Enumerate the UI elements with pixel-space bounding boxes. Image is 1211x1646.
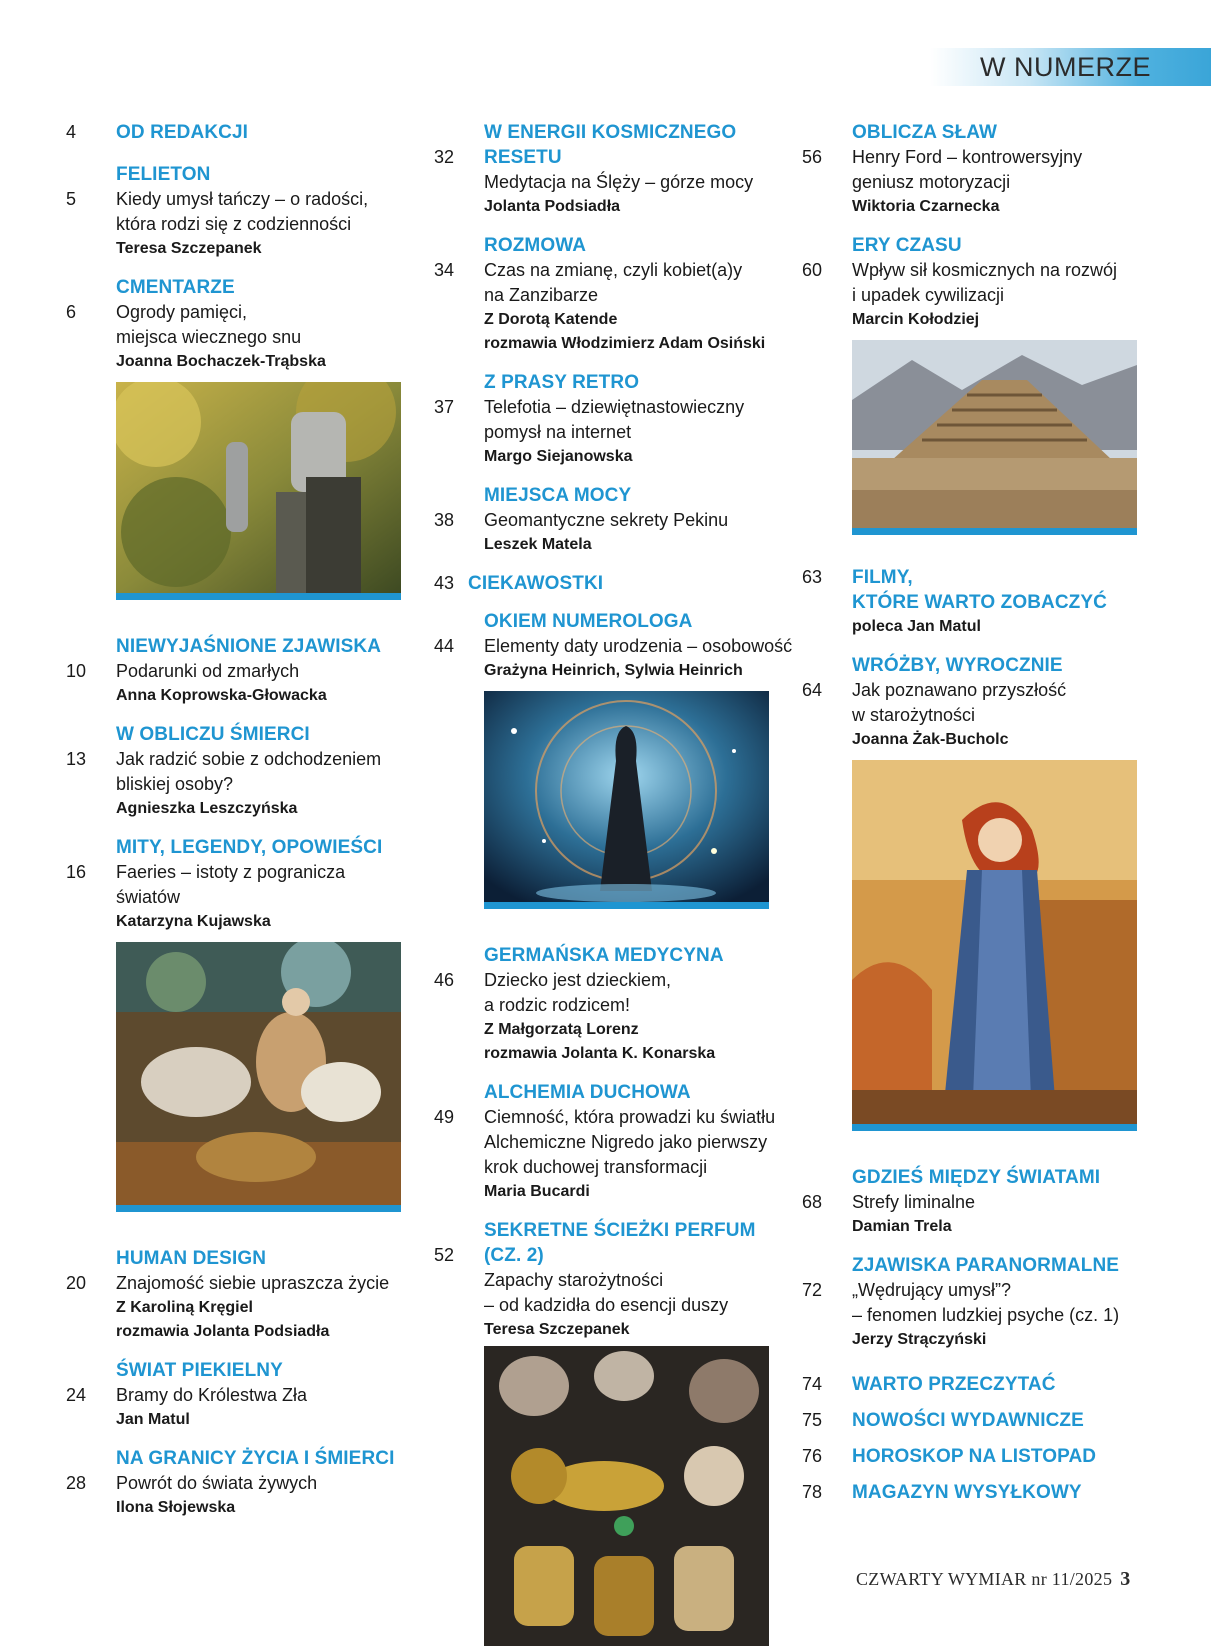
page-number: 76 [802,1446,823,1466]
magazine-issue: CZWARTY WYMIAR nr 11/2025 [856,1569,1113,1589]
toc-entry[interactable] [434,483,794,557]
article-author: rozmawia Włodzimierz Adam Osiński [484,335,766,352]
section-name: OKIEM NUMEROLOGA [484,611,693,632]
article-title: Czas na zmianę, czyli kobiet(a)y [484,260,743,280]
page-number: 60 [802,260,823,280]
article-author: Margo Siejanowska [484,448,633,465]
toc-entry[interactable] [802,1480,1162,1516]
article-title: Znajomość siebie upraszcza życie [116,1273,390,1293]
section-name: OBLICZA SŁAW [852,122,998,143]
article-author: Maria Bucardi [484,1183,590,1200]
page-number: 63 [802,567,823,587]
article-author: Z Małgorzatą Lorenz [484,1021,639,1038]
article-author: Teresa Szczepanek [116,240,262,257]
toc-entry[interactable] [802,1408,1162,1444]
page-number: 38 [434,510,455,530]
section-name: KTÓRE WARTO ZOBACZYĆ [852,592,1107,613]
article-author: Jerzy Strączyński [852,1331,987,1348]
article-title: Wpływ sił kosmicznych na rozwój [852,260,1118,280]
page-number: 78 [802,1482,823,1502]
article-title: Zapachy starożytności [484,1270,664,1290]
section-name: NIEWYJAŚNIONE ZJAWISKA [116,636,382,657]
page-number: 68 [802,1192,823,1212]
article-title: miejsca wiecznego snu [116,327,302,347]
page-number: 28 [66,1473,87,1493]
perfume-bottles-image [484,1346,769,1646]
page-number: 56 [802,147,823,167]
article-author: Damian Trela [852,1218,952,1235]
toc-entry[interactable] [802,1165,1162,1239]
article-title: – od kadzidła do esencji duszy [484,1295,729,1315]
article-title: Strefy liminalne [852,1192,976,1212]
page-number: 72 [802,1280,823,1300]
toc-entry[interactable] [66,835,406,934]
toc-column-1 [66,120,406,1520]
section-name: GERMAŃSKA MEDYCYNA [484,945,724,966]
page-number: 44 [434,636,455,656]
article-title: Jak poznawano przyszłość [852,680,1067,700]
toc-entry[interactable] [66,1246,406,1344]
article-author: Teresa Szczepanek [484,1321,630,1338]
page-number: 6 [66,302,77,322]
section-name: WARTO PRZECZYTAĆ [852,1374,1056,1395]
page-number: 37 [434,397,455,417]
toc-entry[interactable] [66,722,406,821]
article-title: Telefotia – dziewiętnastowieczny [484,397,745,417]
article-title: Ciemność, która prowadzi ku światłu [484,1107,776,1127]
page-footer [856,1568,1131,1591]
toc-entry[interactable] [434,943,794,1066]
oracle-woman-painting-image [852,760,1137,1131]
article-title: Dziecko jest dzieckiem, [484,970,672,990]
page-number: 75 [802,1410,823,1430]
article-author: rozmawia Jolanta K. Konarska [484,1045,716,1062]
article-author: Joanna Bochaczek-Trąbska [116,353,326,370]
toc-entry[interactable] [66,1358,406,1432]
toc-entry[interactable] [434,1080,794,1204]
toc-entry[interactable] [802,653,1162,752]
toc-entry[interactable] [802,1372,1162,1408]
page-number: 74 [802,1374,823,1394]
section-name: GDZIEŚ MIĘDZY ŚWIATAMI [852,1167,1101,1188]
article-author: Wiktoria Czarnecka [852,198,1000,215]
article-title: Alchemiczne Nigredo jako pierwszy [484,1132,768,1152]
toc-entry[interactable] [802,233,1162,332]
section-name: ZJAWISKA PARANORMALNE [852,1255,1120,1276]
section-name: MIEJSCA MOCY [484,485,632,506]
article-title: która rodzi się z codzienności [116,214,352,234]
section-name: CMENTARZE [116,277,235,298]
article-author: Z Karoliną Kręgiel [116,1299,253,1316]
page-number: 46 [434,970,455,990]
toc-entry[interactable] [802,565,1162,639]
toc-entry[interactable] [66,1446,406,1520]
section-name: ALCHEMIA DUCHOWA [484,1082,691,1103]
article-author: Jolanta Podsiadła [484,198,621,215]
section-name: HOROSKOP NA LISTOPAD [852,1446,1097,1467]
article-title: Geomantyczne sekrety Pekinu [484,510,729,530]
toc-entry[interactable] [434,609,794,683]
toc-entry[interactable] [802,1253,1162,1352]
toc-entry[interactable] [66,120,406,156]
article-author: Ilona Słojewska [116,1499,236,1516]
article-author: Agnieszka Leszczyńska [116,800,298,817]
section-name: W ENERGII KOSMICZNEGO RESETU [484,122,737,168]
article-title: „Wędrujący umysł”? [852,1280,1012,1300]
page-number: 16 [66,862,87,882]
page-number: 34 [434,260,455,280]
article-title: Medytacja na Ślęży – górze mocy [484,172,754,192]
section-name: ŚWIAT PIEKIELNY [116,1360,283,1381]
section-name: NOWOŚCI WYDAWNICZE [852,1410,1084,1431]
article-title: krok duchowej transformacji [484,1157,708,1177]
page-number: 43 [434,573,455,593]
ancient-pyramid-image [852,340,1137,535]
section-name: ERY CZASU [852,235,962,256]
cemetery-angel-statue-image [116,382,401,600]
article-author: Z Dorotą Katende [484,311,618,328]
section-name: MAGAZYN WYSYŁKOWY [852,1482,1082,1503]
toc-entry[interactable] [66,275,406,374]
article-author: Leszek Matela [484,536,592,553]
article-author: Anna Koprowska-Głowacka [116,687,327,704]
toc-entry[interactable] [434,1218,794,1342]
article-title: Ogrody pamięci, [116,302,248,322]
article-title: na Zanzibarze [484,285,599,305]
toc-entry[interactable] [802,1444,1162,1480]
numerology-woman-image [484,691,769,909]
section-name: W OBLICZU ŚMIERCI [116,724,310,745]
section-name: NA GRANICY ŻYCIA I ŚMIERCI [116,1448,395,1469]
section-name: ROZMOWA [484,235,587,256]
page-number: 64 [802,680,823,700]
toc-entry[interactable] [434,233,794,356]
faeries-painting-image [116,942,401,1212]
page-number: 52 [434,1245,455,1265]
article-author: Joanna Żak-Bucholc [852,731,1009,748]
article-author: poleca Jan Matul [852,618,981,635]
page-number: 32 [434,147,455,167]
article-title: w starożytności [852,705,976,725]
section-name: MITY, LEGENDY, OPOWIEŚCI [116,837,383,858]
toc-entry[interactable] [434,120,794,219]
page-number: 24 [66,1385,87,1405]
page-number: 4 [66,122,77,142]
section-header-title: W NUMERZE [980,52,1151,82]
section-name: WRÓŻBY, WYROCZNIE [852,655,1063,676]
folio-page-number: 3 [1120,1568,1131,1590]
article-title: Powrót do świata żywych [116,1473,318,1493]
article-title: pomysł na internet [484,422,632,442]
toc-entry[interactable] [66,634,406,708]
article-title: geniusz motoryzacji [852,172,1011,192]
article-author: Jan Matul [116,1411,190,1428]
toc-column-3 [802,120,1162,1516]
toc-entry[interactable] [434,370,794,469]
article-title: Bramy do Królestwa Zła [116,1385,308,1405]
section-name: Z PRASY RETRO [484,372,640,393]
article-title: – fenomen ludzkiej psyche (cz. 1) [852,1305,1120,1325]
page-number: 20 [66,1273,87,1293]
page-number: 10 [66,661,87,681]
article-title: Podarunki od zmarłych [116,661,300,681]
article-author: Grażyna Heinrich, Sylwia Heinrich [484,662,743,679]
toc-entry[interactable] [434,571,794,601]
section-name: CIEKAWOSTKI [468,573,604,594]
toc-column-2 [434,120,794,1646]
article-title: Henry Ford – kontrowersyjny [852,147,1083,167]
article-title: a rodzic rodzicem! [484,995,631,1015]
section-name: OD REDAKCJI [116,122,249,143]
article-title: bliskiej osoby? [116,774,234,794]
article-author: Katarzyna Kujawska [116,913,271,930]
page-number: 49 [434,1107,455,1127]
section-name: FILMY, [852,567,913,588]
section-name: HUMAN DESIGN [116,1248,267,1269]
article-title: Kiedy umysł tańczy – o radości, [116,189,369,209]
article-title: Jak radzić sobie z odchodzeniem [116,749,382,769]
article-title: Faeries – istoty z pogranicza światów [116,862,346,907]
section-name: FELIETON [116,164,211,185]
article-author: rozmawia Jolanta Podsiadła [116,1323,330,1340]
toc-entry[interactable] [66,162,406,261]
page-number: 5 [66,189,77,209]
article-title: Elementy daty urodzenia – osobowość [484,636,793,656]
section-name: SEKRETNE ŚCIEŻKI PERFUM (CZ. 2) [484,1220,756,1266]
article-title: i upadek cywilizacji [852,285,1005,305]
article-author: Marcin Kołodziej [852,311,980,328]
toc-entry[interactable] [802,120,1162,219]
page-number: 13 [66,749,87,769]
